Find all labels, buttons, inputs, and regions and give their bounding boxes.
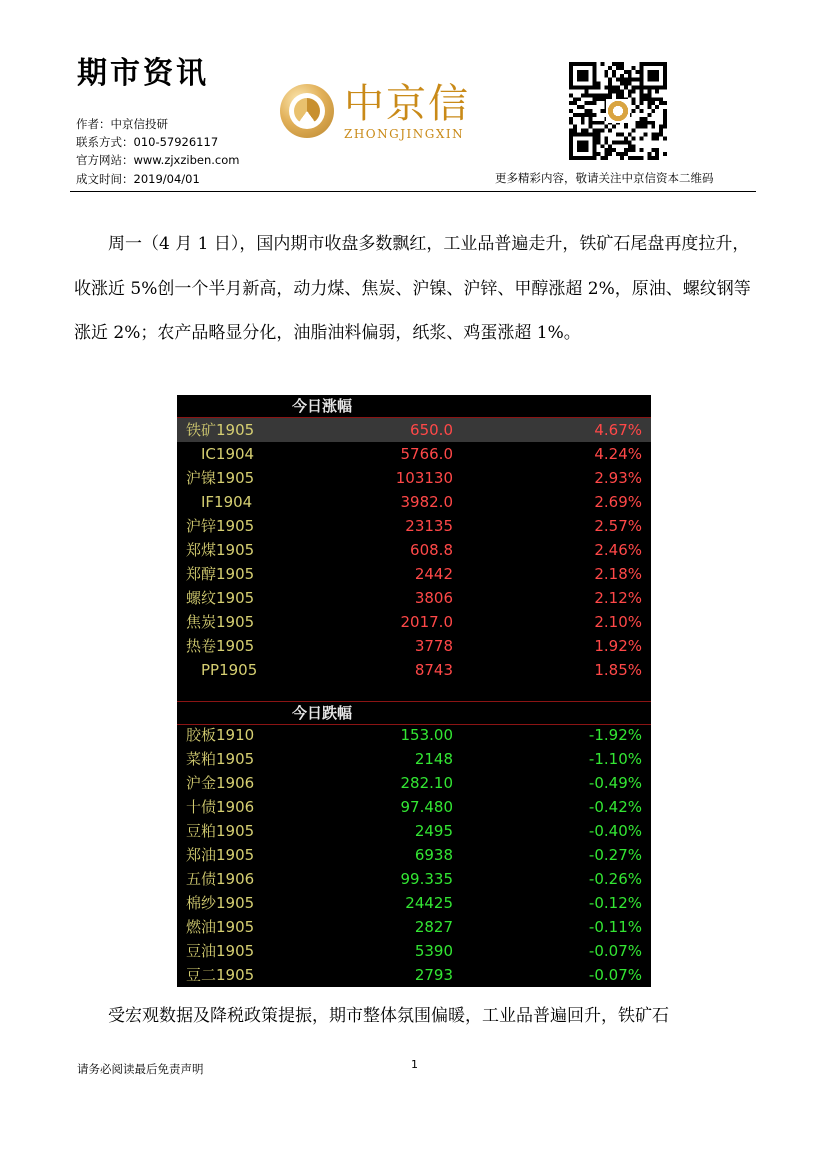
- change-percent: -0.42%: [588, 798, 642, 816]
- change-percent: 2.12%: [594, 589, 642, 607]
- last-price: 103130: [395, 469, 453, 487]
- intro-paragraph: 周一（4 月 1 日），国内期市收盘多数飘红，工业品普遍走升，铁矿石尾盘再度拉升，收涨近 5%创一个半月新高，动力煤、焦炭、沪镍、沪锌、甲醇涨超 2%，原油、螺纹钢等涨近 2%；农产品略显分化，油脂油料偏弱，纸浆、鸡蛋涨超 1%。: [74, 234, 751, 343]
- contract-name: 郑煤1905: [186, 541, 255, 559]
- last-price: 8743: [414, 661, 453, 679]
- market-table: [177, 395, 651, 987]
- last-price: 97.480: [400, 798, 453, 816]
- contract-name: PP1905: [201, 661, 258, 679]
- change-percent: 4.24%: [594, 445, 642, 463]
- table-row: [177, 586, 651, 610]
- header-divider: [70, 191, 756, 192]
- contract-name: 郑油1905: [186, 846, 255, 864]
- last-price: 282.10: [400, 774, 453, 792]
- contract-name: 胶板1910: [186, 726, 255, 744]
- change-percent: -0.12%: [588, 894, 642, 912]
- table-row: [177, 418, 651, 442]
- contract-name: 螺纹1905: [186, 589, 255, 607]
- brand-logo: [280, 81, 480, 148]
- last-price: 2827: [414, 918, 453, 936]
- page-title: 期市资讯: [77, 56, 209, 91]
- change-percent: -0.11%: [588, 918, 642, 936]
- qr-caption: 更多精彩内容，敬请关注中京信资本二维码: [495, 171, 714, 185]
- contract-name: 铁矿1905: [186, 421, 255, 439]
- last-price: 650.0: [410, 421, 453, 439]
- last-price: 2148: [414, 750, 453, 768]
- author-line: 作者：中京信投研: [76, 117, 168, 131]
- last-price: 3778: [414, 637, 453, 655]
- change-percent: 4.67%: [594, 421, 642, 439]
- table-row: [177, 538, 651, 562]
- losers-header: [177, 701, 651, 725]
- table-row: [177, 963, 651, 987]
- logo-chinese-name: 中京信: [344, 81, 470, 127]
- contract-name: IC1904: [201, 445, 255, 463]
- last-price: 5766.0: [400, 445, 453, 463]
- contract-name: 沪锌1905: [186, 517, 255, 535]
- contact-line: 联系方式：010-57926117: [76, 135, 219, 149]
- page-number: 1: [411, 1058, 418, 1071]
- last-price: 6938: [414, 846, 453, 864]
- table-row: [177, 490, 651, 514]
- contract-name: 五债1906: [186, 870, 255, 888]
- contract-name: 焦炭1905: [186, 613, 255, 631]
- change-percent: 2.46%: [594, 541, 642, 559]
- table-row: [177, 747, 651, 771]
- last-price: 2495: [414, 822, 453, 840]
- change-percent: -0.07%: [588, 942, 642, 960]
- table-row: [177, 634, 651, 658]
- table-row: [177, 795, 651, 819]
- losers-title: 今日跌幅: [292, 704, 353, 722]
- change-percent: -0.26%: [588, 870, 642, 888]
- table-row: [177, 891, 651, 915]
- logo-emblem-icon: [280, 84, 334, 138]
- change-percent: 2.57%: [594, 517, 642, 535]
- table-row: [177, 562, 651, 586]
- contract-name: 十债1906: [186, 798, 255, 816]
- table-row: [177, 867, 651, 891]
- last-price: 5390: [414, 942, 453, 960]
- table-row: [177, 771, 651, 795]
- change-percent: -0.27%: [588, 846, 642, 864]
- last-price: 23135: [405, 517, 453, 535]
- contract-name: 沪镍1905: [186, 469, 255, 487]
- change-percent: 1.85%: [594, 661, 642, 679]
- table-row: [177, 442, 651, 466]
- body-paragraph: 受宏观数据及降税政策提振，期市整体氛围偏暖，工业品普遍回升，铁矿石: [108, 1006, 669, 1026]
- last-price: 2442: [414, 565, 453, 583]
- last-price: 99.335: [400, 870, 453, 888]
- contract-name: 热卷1905: [186, 637, 255, 655]
- contract-name: IF1904: [201, 493, 253, 511]
- gainers-header: [177, 395, 651, 418]
- last-price: 153.00: [400, 726, 453, 744]
- change-percent: 2.10%: [594, 613, 642, 631]
- change-percent: -1.10%: [588, 750, 642, 768]
- table-row: [177, 514, 651, 538]
- change-percent: 2.18%: [594, 565, 642, 583]
- website-line: 官方网站：www.zjxziben.com: [76, 153, 240, 167]
- date-line: 成文时间：2019/04/01: [76, 172, 200, 186]
- change-percent: -1.92%: [588, 726, 642, 744]
- last-price: 3982.0: [400, 493, 453, 511]
- logo-english-name: ZHONGJINGXIN: [344, 127, 465, 141]
- last-price: 3806: [414, 589, 453, 607]
- table-row: [177, 843, 651, 867]
- contract-name: 郑醇1905: [186, 565, 255, 583]
- last-price: 2793: [414, 966, 453, 984]
- change-percent: 2.69%: [594, 493, 642, 511]
- gainers-title: 今日涨幅: [292, 397, 353, 415]
- contract-name: 沪金1906: [186, 774, 255, 792]
- last-price: 24425: [405, 894, 453, 912]
- change-percent: -0.07%: [588, 966, 642, 984]
- contract-name: 菜粕1905: [186, 750, 255, 768]
- contract-name: 豆二1905: [186, 966, 255, 984]
- change-percent: -0.40%: [588, 822, 642, 840]
- last-price: 608.8: [410, 541, 453, 559]
- table-row: [177, 819, 651, 843]
- change-percent: 2.93%: [594, 469, 642, 487]
- contract-name: 棉纱1905: [186, 894, 255, 912]
- table-row: [177, 939, 651, 963]
- change-percent: 1.92%: [594, 637, 642, 655]
- table-row: [177, 658, 651, 682]
- disclaimer-note: 请务必阅读最后免责声明: [77, 1062, 204, 1076]
- table-row: [177, 723, 651, 747]
- qr-code-icon: [569, 62, 667, 160]
- table-row: [177, 915, 651, 939]
- contract-name: 豆油1905: [186, 942, 255, 960]
- change-percent: -0.49%: [588, 774, 642, 792]
- contract-name: 燃油1905: [186, 918, 255, 936]
- contract-name: 豆粕1905: [186, 822, 255, 840]
- last-price: 2017.0: [400, 613, 453, 631]
- table-row: [177, 610, 651, 634]
- table-row: [177, 466, 651, 490]
